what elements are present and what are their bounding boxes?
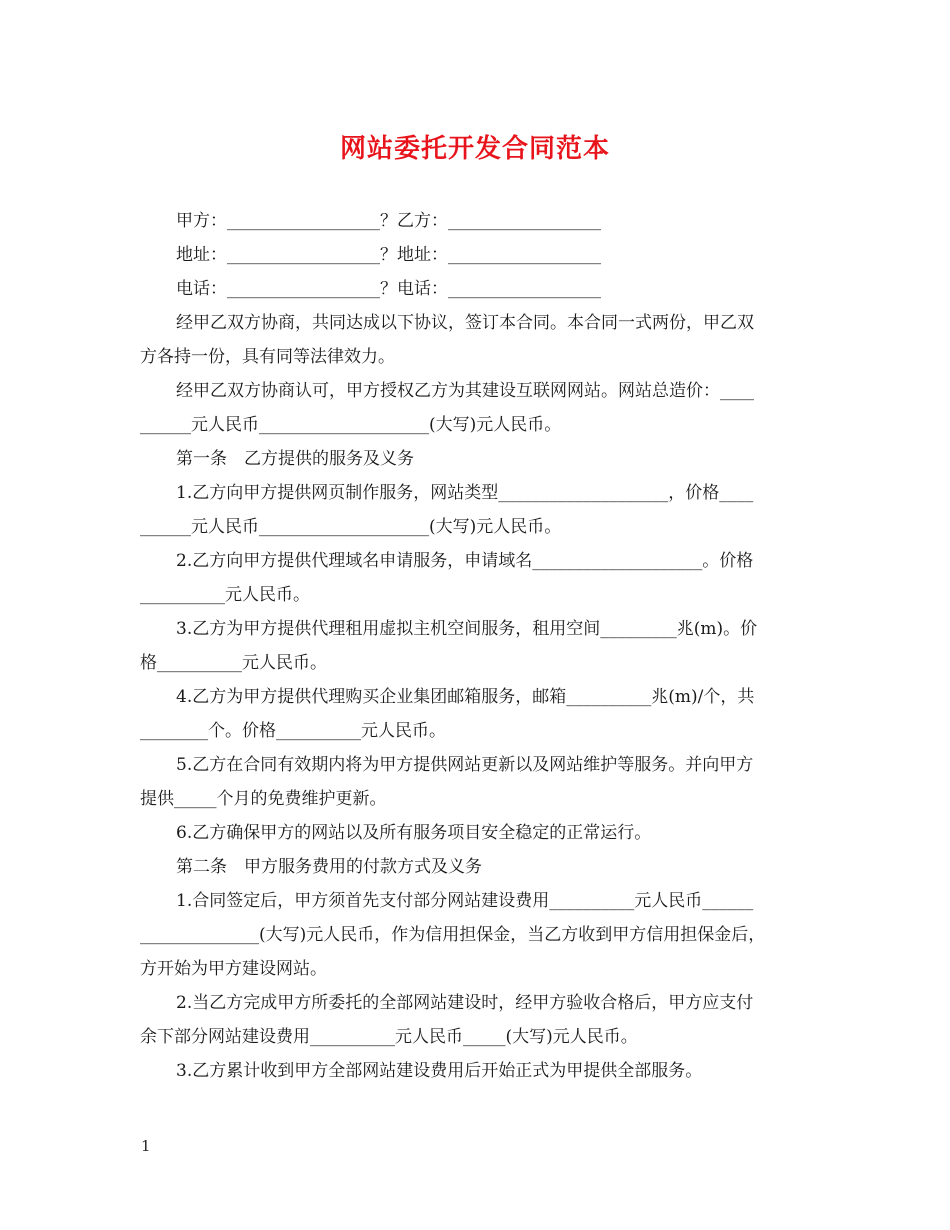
text-line: 4.乙方为甲方提供代理购买企业集团邮箱服务，邮箱__________兆(m)/个，共 [176, 687, 755, 707]
text-line: 提供_____个月的免费维护更新。 [140, 789, 387, 809]
text-line: 电话：__________________？电话：__________________ [176, 279, 601, 299]
text-line: 经甲乙双方协商认可，甲方授权乙方为其建设互联网网站。网站总造价：____ [176, 381, 754, 401]
text-line: __________元人民币。 [140, 585, 310, 605]
text-line: 6.乙方确保甲方的网站以及所有服务项目安全稳定的正常运行。 [176, 823, 652, 843]
text-line: 3.乙方累计收到甲方全部网站建设费用后开始正式为甲提供全部服务。 [176, 1061, 703, 1081]
text-line: 格__________元人民币。 [140, 653, 327, 673]
text-line: 5.乙方在合同有效期内将为甲方提供网站更新以及网站维护等服务。并向甲方 [176, 755, 754, 775]
text-line: 2.乙方向甲方提供代理域名申请服务，申请域名____________________。价格 [176, 551, 754, 571]
page-number: 1 [141, 1137, 151, 1155]
text-line: 第一条 乙方提供的服务及义务 [176, 449, 414, 469]
document-title: 网站委托开发合同范本 [339, 134, 610, 164]
text-line: 1.乙方向甲方提供网页制作服务，网站类型____________________，价格____ [176, 483, 754, 503]
text-line: ______元人民币____________________(大写)元人民币。 [140, 415, 562, 435]
text-line: 经甲乙双方协商，共同达成以下协议，签订本合同。本合同一式两份，甲乙双 [176, 313, 754, 333]
text-line: 2.当乙方完成甲方所委托的全部网站建设时，经甲方验收合格后，甲方应支付 [176, 993, 754, 1013]
text-line: 地址：__________________？地址：__________________ [176, 245, 601, 265]
text-line: 甲方：__________________？乙方：__________________ [176, 211, 601, 231]
text-line: 余下部分网站建设费用__________元人民币_____(大写)元人民币。 [140, 1027, 638, 1047]
text-line: ________个。价格__________元人民币。 [140, 721, 446, 741]
text-line: ______元人民币____________________(大写)元人民币。 [140, 517, 562, 537]
text-line: 3.乙方为甲方提供代理租用虚拟主机空间服务，租用空间_________兆(m)。价 [176, 619, 758, 639]
text-line: 1.合同签定后，甲方须首先支付部分网站建设费用__________元人民币______ [176, 891, 754, 911]
text-line: 方各持一份，具有同等法律效力。 [140, 347, 395, 367]
text-line: 第二条 甲方服务费用的付款方式及义务 [176, 857, 482, 877]
text-line: 方开始为甲方建设网站。 [140, 959, 327, 979]
document-body [140, 204, 812, 1088]
text-line: ______________(大写)元人民币，作为信用担保金，当乙方收到甲方信用担保金后， [140, 925, 766, 945]
